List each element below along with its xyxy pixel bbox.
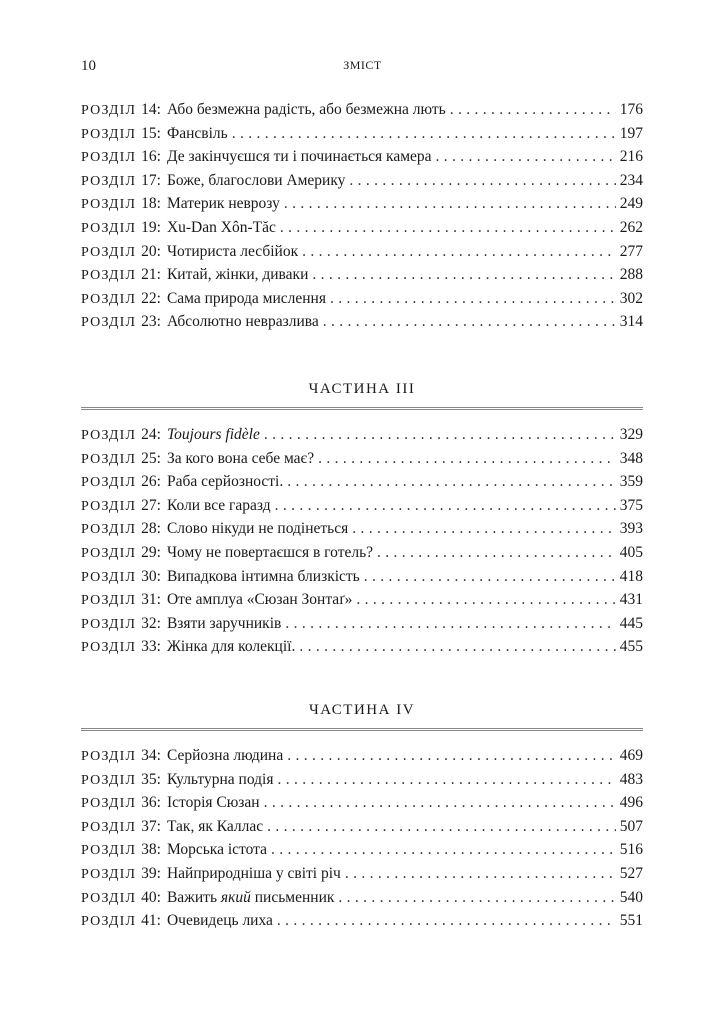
chapter-number: 14: — [141, 101, 161, 118]
page-ref: 405 — [619, 543, 643, 561]
page-ref: 507 — [619, 817, 643, 835]
chapter-label: РОЗДІЛ — [81, 451, 137, 467]
chapter-title-italic: який — [220, 888, 251, 906]
chapter-title-text: Або безмежна радість, або безмежна лють — [166, 101, 446, 118]
chapter-title — [167, 615, 281, 633]
page-ref: 551 — [619, 912, 643, 930]
chapter-title — [167, 497, 271, 515]
chapter-title — [167, 101, 446, 119]
chapter-title — [167, 865, 341, 883]
chapter-number: 17: — [141, 171, 161, 189]
chapter-number: 33: — [141, 638, 161, 656]
page-ref: 483 — [619, 770, 643, 788]
chapter-title — [167, 794, 260, 812]
chapter-title — [167, 638, 295, 656]
dot-leader — [232, 125, 616, 143]
chapter-label: РОЗДІЛ — [81, 616, 137, 632]
toc-entry[interactable] — [81, 313, 643, 337]
chapter-title — [167, 313, 319, 331]
dot-leader — [277, 771, 615, 789]
chapter-label: РОЗДІЛ — [81, 315, 137, 331]
page-ref: 176 — [619, 101, 643, 118]
dot-leader — [352, 520, 616, 538]
chapter-number: 16: — [141, 148, 161, 166]
page-ref: 277 — [619, 242, 643, 260]
toc-entry[interactable] — [81, 638, 643, 662]
chapter-label: РОЗДІЛ — [81, 103, 137, 118]
chapter-title-text: За кого вона себе має? — [166, 449, 315, 467]
chapter-title-text: Абсолютно невразлива — [166, 313, 319, 331]
toc-entry[interactable] — [81, 266, 643, 290]
chapter-title-text: Взяти заручників — [166, 614, 282, 632]
chapter-label: РОЗДІЛ — [81, 197, 137, 213]
chapter-number: 30: — [141, 567, 161, 585]
toc-entry[interactable] — [81, 865, 643, 889]
dot-leader — [287, 473, 616, 491]
chapter-number: 41: — [141, 912, 161, 930]
chapter-title-text: Оте амплуа «Сюзан Зонтаґ» — [166, 591, 353, 609]
chapter-title-text: Найприродніша у світі річ — [166, 864, 341, 882]
chapter-title-text: Китай, жінки, диваки — [166, 266, 309, 284]
page-ref: 540 — [619, 888, 643, 906]
chapter-title — [167, 266, 308, 284]
toc-entry[interactable] — [81, 818, 643, 842]
chapter-title-text: Так, як Каллас — [166, 817, 264, 835]
chapter-label: РОЗДІЛ — [81, 150, 137, 166]
toc-section-part-3 — [81, 381, 643, 662]
chapter-number: 29: — [141, 543, 161, 561]
dot-leader — [280, 219, 616, 237]
chapter-number: 37: — [141, 817, 161, 835]
chapter-title — [167, 450, 314, 468]
dot-leader — [377, 544, 616, 562]
chapter-label: РОЗДІЛ — [81, 640, 137, 656]
chapter-title-text: Раба серйозності. — [166, 473, 284, 491]
chapter-number: 24: — [141, 426, 161, 443]
dot-leader — [312, 266, 615, 284]
chapter-label: РОЗДІЛ — [81, 866, 137, 882]
chapter-label: РОЗДІЛ — [81, 890, 137, 906]
page-ref: 431 — [619, 591, 643, 609]
page-ref: 469 — [619, 747, 643, 764]
chapter-number: 34: — [141, 747, 161, 764]
running-title: ЗМІСТ — [343, 58, 382, 72]
chapter-title-text: Очевидець лиха — [166, 912, 273, 930]
toc-entry[interactable] — [81, 497, 643, 521]
page-ref: 445 — [619, 614, 643, 632]
dot-leader — [285, 615, 615, 633]
toc-entry[interactable] — [81, 125, 643, 149]
chapter-number: 22: — [141, 289, 161, 307]
chapter-title-text: Де закінчуєшся ти і починається камера — [166, 148, 432, 166]
chapter-number: 35: — [141, 770, 161, 788]
toc-entry[interactable] — [81, 520, 643, 544]
page-number: 10 — [81, 58, 96, 74]
chapter-title-text: письменник — [250, 888, 335, 906]
toc-entry[interactable] — [81, 912, 643, 936]
chapter-title-text: Випадкова інтимна близкість — [166, 567, 360, 585]
dot-leader — [364, 568, 616, 586]
dot-leader — [330, 290, 616, 308]
chapter-label: РОЗДІЛ — [81, 244, 137, 260]
chapter-label: РОЗДІЛ — [81, 772, 137, 788]
chapter-title — [167, 473, 283, 491]
chapter-label: РОЗДІЛ — [81, 522, 137, 538]
chapter-title — [167, 148, 432, 166]
toc-entry[interactable] — [81, 290, 643, 314]
dot-leader — [338, 889, 615, 907]
chapter-title-text: Чому не повертаєшся в готель? — [166, 543, 374, 561]
page-ref: 348 — [619, 449, 643, 467]
page-ref: 249 — [619, 195, 643, 213]
toc-entry[interactable] — [81, 771, 643, 795]
toc-entry[interactable] — [81, 243, 643, 267]
chapter-title — [167, 243, 298, 261]
page-ref: 393 — [619, 520, 643, 538]
page-ref: 234 — [619, 171, 643, 189]
toc-entry[interactable] — [81, 219, 643, 243]
toc-entry[interactable] — [81, 426, 643, 450]
chapter-number: 26: — [141, 473, 161, 491]
toc-section-part-4 — [81, 702, 643, 936]
chapter-number: 39: — [141, 864, 161, 882]
chapter-title — [167, 568, 360, 586]
dot-leader — [349, 172, 615, 190]
page-ref: 527 — [619, 864, 643, 882]
page-ref: 314 — [619, 313, 643, 331]
chapter-title-text: Xu-Dan Xôn-Tăc — [166, 218, 276, 236]
chapter-title-text: Сама природа мислення — [166, 289, 326, 307]
page-ref: 375 — [619, 496, 643, 514]
chapter-label: РОЗДІЛ — [81, 498, 137, 514]
chapter-number: 27: — [141, 496, 161, 514]
dot-leader — [284, 195, 616, 213]
chapter-title — [167, 520, 348, 538]
chapter-label: РОЗДІЛ — [81, 126, 137, 142]
chapter-label: РОЗДІЛ — [81, 749, 137, 764]
page-ref: 329 — [619, 426, 643, 443]
chapter-number: 31: — [141, 591, 161, 609]
chapter-title — [167, 841, 267, 859]
part-title: ЧАСТИНА IV — [308, 702, 416, 718]
dot-leader — [436, 148, 616, 166]
dot-leader — [318, 450, 616, 468]
toc-entry[interactable] — [81, 195, 643, 219]
chapter-number: 25: — [141, 449, 161, 467]
chapter-label: РОЗДІЛ — [81, 593, 137, 609]
chapter-title-text: Жінка для колекції. — [166, 638, 296, 656]
toc-entry[interactable] — [81, 591, 643, 615]
chapter-title-text: Чотириста лесбійок — [166, 242, 299, 260]
toc-entry[interactable] — [81, 794, 643, 818]
chapter-number: 38: — [141, 841, 161, 859]
page-ref: 418 — [619, 567, 643, 585]
toc-entry[interactable] — [81, 889, 643, 913]
page-ref: 455 — [619, 638, 643, 656]
chapter-title — [167, 912, 273, 930]
chapter-number: 23: — [141, 313, 161, 331]
part-title: ЧАСТИНА III — [308, 381, 416, 397]
chapter-title — [167, 172, 345, 190]
dot-leader — [299, 638, 615, 656]
page-ref: 496 — [619, 794, 643, 812]
chapter-title — [167, 219, 276, 237]
chapter-title-text: Важить — [166, 888, 221, 906]
chapter-label: РОЗДІЛ — [81, 843, 137, 859]
chapter-label: РОЗДІЛ — [81, 173, 137, 189]
chapter-title — [167, 195, 280, 213]
page-ref: 288 — [619, 266, 643, 284]
page-ref: 262 — [619, 218, 643, 236]
toc-entry[interactable] — [81, 473, 643, 497]
dot-leader — [271, 841, 616, 859]
chapter-title — [167, 591, 352, 609]
dot-leader — [302, 243, 616, 261]
chapter-number: 21: — [141, 266, 161, 284]
chapter-title-text: Історія Сюзан — [166, 794, 260, 812]
dot-leader — [277, 912, 616, 930]
dot-leader — [323, 313, 616, 331]
chapter-label: РОЗДІЛ — [81, 268, 137, 284]
chapter-title — [167, 889, 334, 907]
chapter-label: РОЗДІЛ — [81, 796, 137, 812]
chapter-label: РОЗДІЛ — [81, 428, 137, 443]
chapter-title-text: Коли все гаразд — [166, 496, 271, 514]
chapter-title — [167, 818, 263, 836]
toc-entry[interactable] — [81, 172, 643, 196]
page-ref: 216 — [619, 148, 643, 166]
dot-leader — [275, 497, 616, 515]
chapter-title — [167, 771, 274, 789]
dot-leader — [264, 794, 616, 812]
chapter-number: 28: — [141, 520, 161, 538]
toc-section-part-2-continued — [81, 101, 643, 337]
chapter-title-text: Слово нікуди не подінеться — [166, 520, 349, 538]
chapter-label: РОЗДІЛ — [81, 914, 137, 930]
chapter-number: 32: — [141, 614, 161, 632]
toc-entry[interactable] — [81, 747, 643, 771]
chapter-title-text: Морська істота — [166, 841, 267, 859]
chapter-label: РОЗДІЛ — [81, 291, 137, 307]
toc-entry[interactable] — [81, 544, 643, 568]
dot-leader — [345, 865, 616, 883]
toc-entry[interactable] — [81, 148, 643, 172]
page-ref: 516 — [619, 841, 643, 859]
chapter-title-text: Материк неврозу — [166, 195, 280, 213]
chapter-title-text: Серйозна людина — [166, 747, 284, 764]
dot-leader — [267, 818, 616, 836]
chapter-title — [167, 426, 260, 444]
chapter-number: 19: — [141, 218, 161, 236]
chapter-number: 20: — [141, 242, 161, 260]
toc-entry[interactable] — [81, 841, 643, 865]
toc-entry[interactable] — [81, 450, 643, 474]
chapter-title — [167, 544, 373, 562]
chapter-title-text: Фансвіль — [166, 124, 228, 142]
chapter-label: РОЗДІЛ — [81, 545, 137, 561]
chapter-label: РОЗДІЛ — [81, 569, 137, 585]
chapter-label: РОЗДІЛ — [81, 220, 137, 236]
chapter-number: 40: — [141, 888, 161, 906]
dot-leader — [264, 426, 616, 444]
chapter-label: РОЗДІЛ — [81, 819, 137, 835]
dot-leader — [356, 591, 615, 609]
chapter-number: 15: — [141, 124, 161, 142]
toc-entry[interactable] — [81, 568, 643, 592]
chapter-number: 36: — [141, 794, 161, 812]
toc-entry[interactable] — [81, 101, 643, 125]
chapter-number: 18: — [141, 195, 161, 213]
chapter-title — [167, 747, 283, 765]
chapter-label: РОЗДІЛ — [81, 475, 137, 491]
chapter-title — [167, 290, 326, 308]
chapter-title-text: Боже, благослови Америку — [166, 171, 346, 189]
chapter-title-italic: Toujours fidèle — [166, 426, 260, 443]
dot-leader — [287, 747, 616, 765]
dot-leader — [450, 101, 616, 119]
page-ref: 359 — [619, 473, 643, 491]
page-ref: 197 — [619, 124, 643, 142]
page-ref: 302 — [619, 289, 643, 307]
toc-entry[interactable] — [81, 615, 643, 639]
chapter-title-text: Культурна подія — [166, 770, 274, 788]
chapter-title — [167, 125, 228, 143]
